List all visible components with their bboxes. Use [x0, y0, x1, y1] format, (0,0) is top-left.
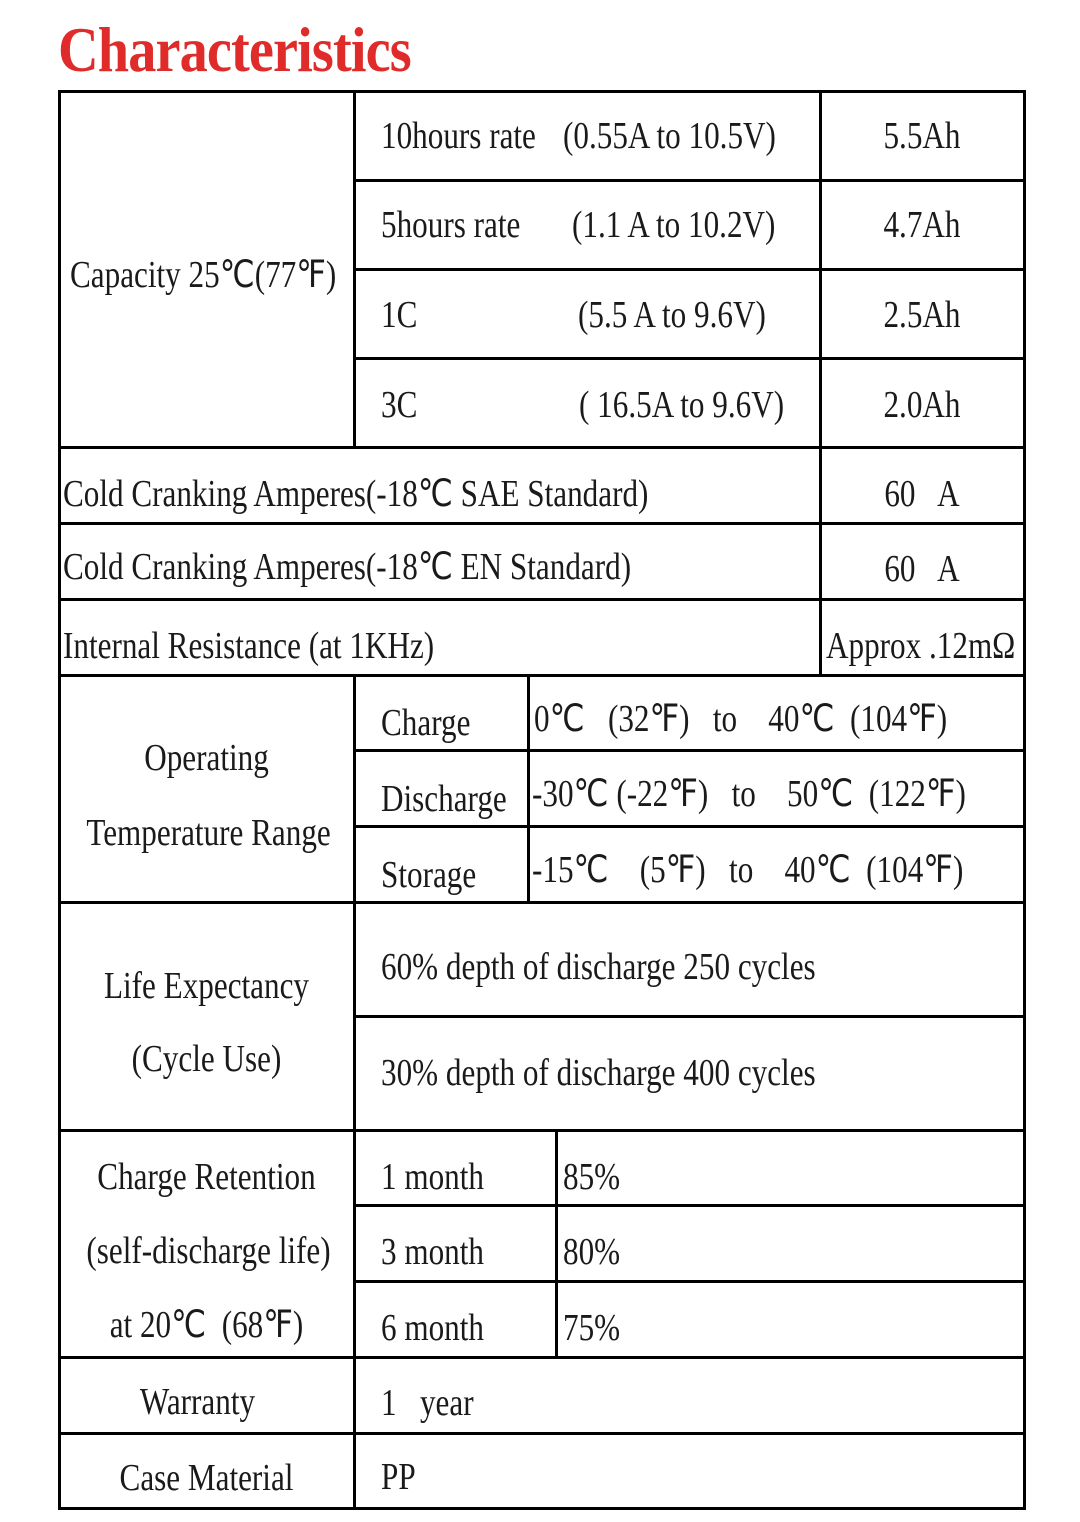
retention-value: 80% [563, 1231, 621, 1273]
retention-value: 85% [563, 1156, 621, 1198]
row-divider [354, 825, 1026, 828]
warranty-label: Warranty [139, 1381, 256, 1423]
internal-resistance-label: Internal Resistance (at 1KHz) [63, 625, 435, 667]
row-divider [58, 674, 1026, 677]
row-divider [58, 1432, 1026, 1435]
temp-mode: Discharge [381, 778, 507, 820]
capacity-value: 2.0Ah [883, 384, 961, 426]
internal-resistance-value: Approx .12mΩ [826, 625, 1016, 667]
page-title: Characteristics [58, 14, 411, 85]
column-divider [819, 90, 822, 676]
retention-period: 3 month [381, 1231, 485, 1273]
cca-en-value: 60 A [884, 548, 960, 590]
row-divider [354, 1204, 1026, 1207]
retention-value: 75% [563, 1307, 621, 1349]
case-material-value: PP [381, 1456, 416, 1498]
row-divider [354, 268, 1026, 271]
capacity-value: 4.7Ah [883, 204, 961, 246]
temp-range: -30℃ (-22℉) to 50℃ (122℉) [532, 773, 966, 815]
operating-temp-label: Temperature Range [86, 812, 331, 854]
row-divider [58, 598, 1026, 601]
charge-retention-label: at 20℃ (68℉) [109, 1304, 304, 1346]
temp-mode: Charge [381, 702, 471, 744]
capacity-value: 2.5Ah [883, 294, 961, 336]
row-divider [58, 1356, 1026, 1359]
cca-sae-label: Cold Cranking Amperes(-18℃ SAE Standard) [63, 473, 649, 515]
cca-en-label: Cold Cranking Amperes(-18℃ EN Standard) [63, 546, 632, 588]
capacity-condition: (5.5 A to 9.6V) [578, 294, 766, 336]
capacity-condition: (1.1 A to 10.2V) [572, 204, 776, 246]
charge-retention-label: Charge Retention [97, 1156, 316, 1198]
life-expectancy-row: 30% depth of discharge 400 cycles [381, 1052, 816, 1094]
row-divider [58, 1129, 1026, 1132]
table-border-top [58, 90, 1026, 93]
charge-retention-label: (self-discharge life) [86, 1230, 331, 1272]
warranty-value: 1 year [381, 1382, 474, 1424]
row-divider [58, 901, 1026, 904]
retention-period: 6 month [381, 1307, 485, 1349]
operating-temp-label: Operating [144, 737, 269, 779]
cca-sae-value: 60 A [884, 473, 960, 515]
table-border-left [58, 90, 61, 1510]
temp-mode: Storage [381, 854, 477, 896]
case-material-label: Case Material [119, 1457, 294, 1499]
retention-period: 1 month [381, 1156, 485, 1198]
capacity-rate: 1C [381, 294, 418, 336]
capacity-condition: (0.55A to 10.5V) [563, 115, 776, 157]
row-divider [354, 1280, 1026, 1283]
row-divider [354, 1015, 1026, 1018]
capacity-value: 5.5Ah [883, 115, 961, 157]
column-divider [555, 1129, 558, 1358]
row-divider [354, 749, 1026, 752]
column-divider [353, 90, 356, 448]
capacity-condition: ( 16.5A to 9.6V) [579, 384, 785, 426]
row-divider [354, 357, 1026, 360]
column-divider [527, 674, 530, 903]
capacity-rate: 10hours rate [381, 115, 536, 157]
capacity-rate: 3C [381, 384, 418, 426]
row-divider [58, 522, 1026, 525]
life-expectancy-row: 60% depth of discharge 250 cycles [381, 946, 816, 988]
life-expectancy-label: (Cycle Use) [131, 1038, 282, 1080]
row-divider [58, 446, 1026, 449]
temp-range: -15℃ (5℉) to 40℃ (104℉) [532, 849, 964, 891]
temp-range: 0℃ (32℉) to 40℃ (104℉) [534, 698, 948, 740]
table-border-right [1023, 90, 1026, 1510]
capacity-rate: 5hours rate [381, 204, 521, 246]
table-border-bottom [58, 1507, 1026, 1510]
capacity-label: Capacity 25℃(77℉) [70, 254, 337, 296]
life-expectancy-label: Life Expectancy [103, 965, 310, 1007]
row-divider [354, 179, 1026, 182]
column-divider [353, 674, 356, 1510]
characteristics-table [58, 90, 1026, 1510]
